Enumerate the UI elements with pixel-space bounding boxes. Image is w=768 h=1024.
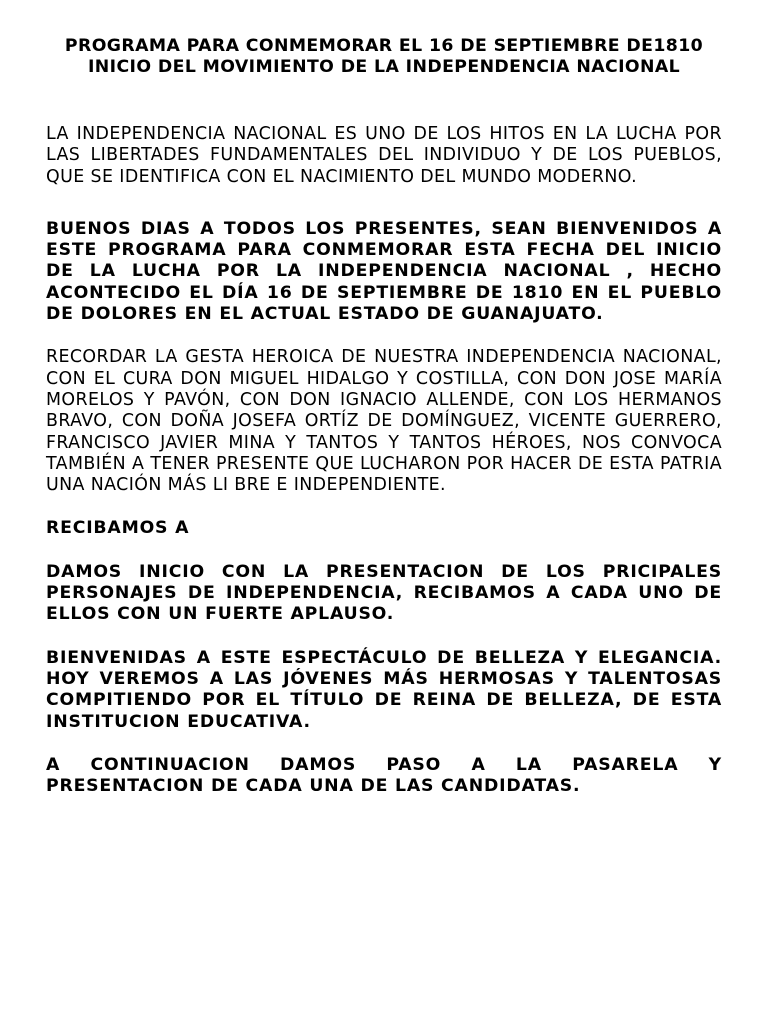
document-title: PROGRAMA PARA CONMEMORAR EL 16 DE SEPTIEMBRE DE1810 INICIO DEL MOVIMIENTO DE LA INDEPENDENCIA NACIONAL — [64, 36, 704, 77]
beauty-contest-paragraph: BIENVENIDAS A ESTE ESPECTÁCULO DE BELLEZA Y ELEGANCIA. HOY VEREMOS A LAS JÓVENES MÁS HERMOSAS Y TALENTOSAS COMPITIENDO POR EL TÍTULO DE REINA DE BELLEZA, DE ESTA INSTITUCION EDUCATIVA. — [46, 647, 722, 732]
heroes-paragraph: RECORDAR LA GESTA HEROICA DE NUESTRA INDEPENDENCIA NACIONAL, CON EL CURA DON MIGUEL HIDALGO Y COSTILLA, CON DON JOSE MARÍA MORELOS Y PAVÓN, CON DON IGNACIO ALLENDE, CON LOS HERMANOS BRAVO, CON DOÑA JOSEFA ORTÍZ DE DOMÍNGUEZ, VICENTE GUERRERO, FRANCISCO JAVIER MINA Y TANTOS Y TANTOS HÉROES, NOS CONVOCA TAMBIÉN A TENER PRESENTE QUE LUCHARON POR HACER DE ESTA PATRIA UNA NACIÓN MÁS LI BRE E INDEPENDIENTE. — [46, 347, 722, 496]
welcome-paragraph: BUENOS DIAS A TODOS LOS PRESENTES, SEAN BIENVENIDOS A ESTE PROGRAMA PARA CONMEMORAR ESTA FECHA DEL INICIO DE LA LUCHA POR LA INDEPENDENCIA NACIONAL , HECHO ACONTECIDO EL DÍA 16 DE SEPTIEMBRE DE 1810 EN EL PUEBLO DE DOLORES EN EL ACTUAL ESTADO DE GUANAJUATO. — [46, 218, 722, 325]
presentation-paragraph: DAMOS INICIO CON LA PRESENTACION DE LOS PRICIPALES PERSONAJES DE INDEPENDENCIA, RECIBAMOS A CADA UNO DE ELLOS CON UN FUERTE APLAUSO. — [46, 561, 722, 625]
catwalk-paragraph: A CONTINUACION DAMOS PASO A LA PASARELA Y PRESENTACION DE CADA UNA DE LAS CANDIDATAS. — [46, 754, 722, 797]
document-page — [46, 36, 722, 819]
intro-paragraph: LA INDEPENDENCIA NACIONAL ES UNO DE LOS HITOS EN LA LUCHA POR LAS LIBERTADES FUNDAMENTALES DEL INDIVIDUO Y DE LOS PUEBLOS, QUE SE IDENTIFICA CON EL NACIMIENTO DEL MUNDO MODERNO. — [46, 124, 722, 187]
recibamos-paragraph: RECIBAMOS A — [46, 518, 190, 539]
